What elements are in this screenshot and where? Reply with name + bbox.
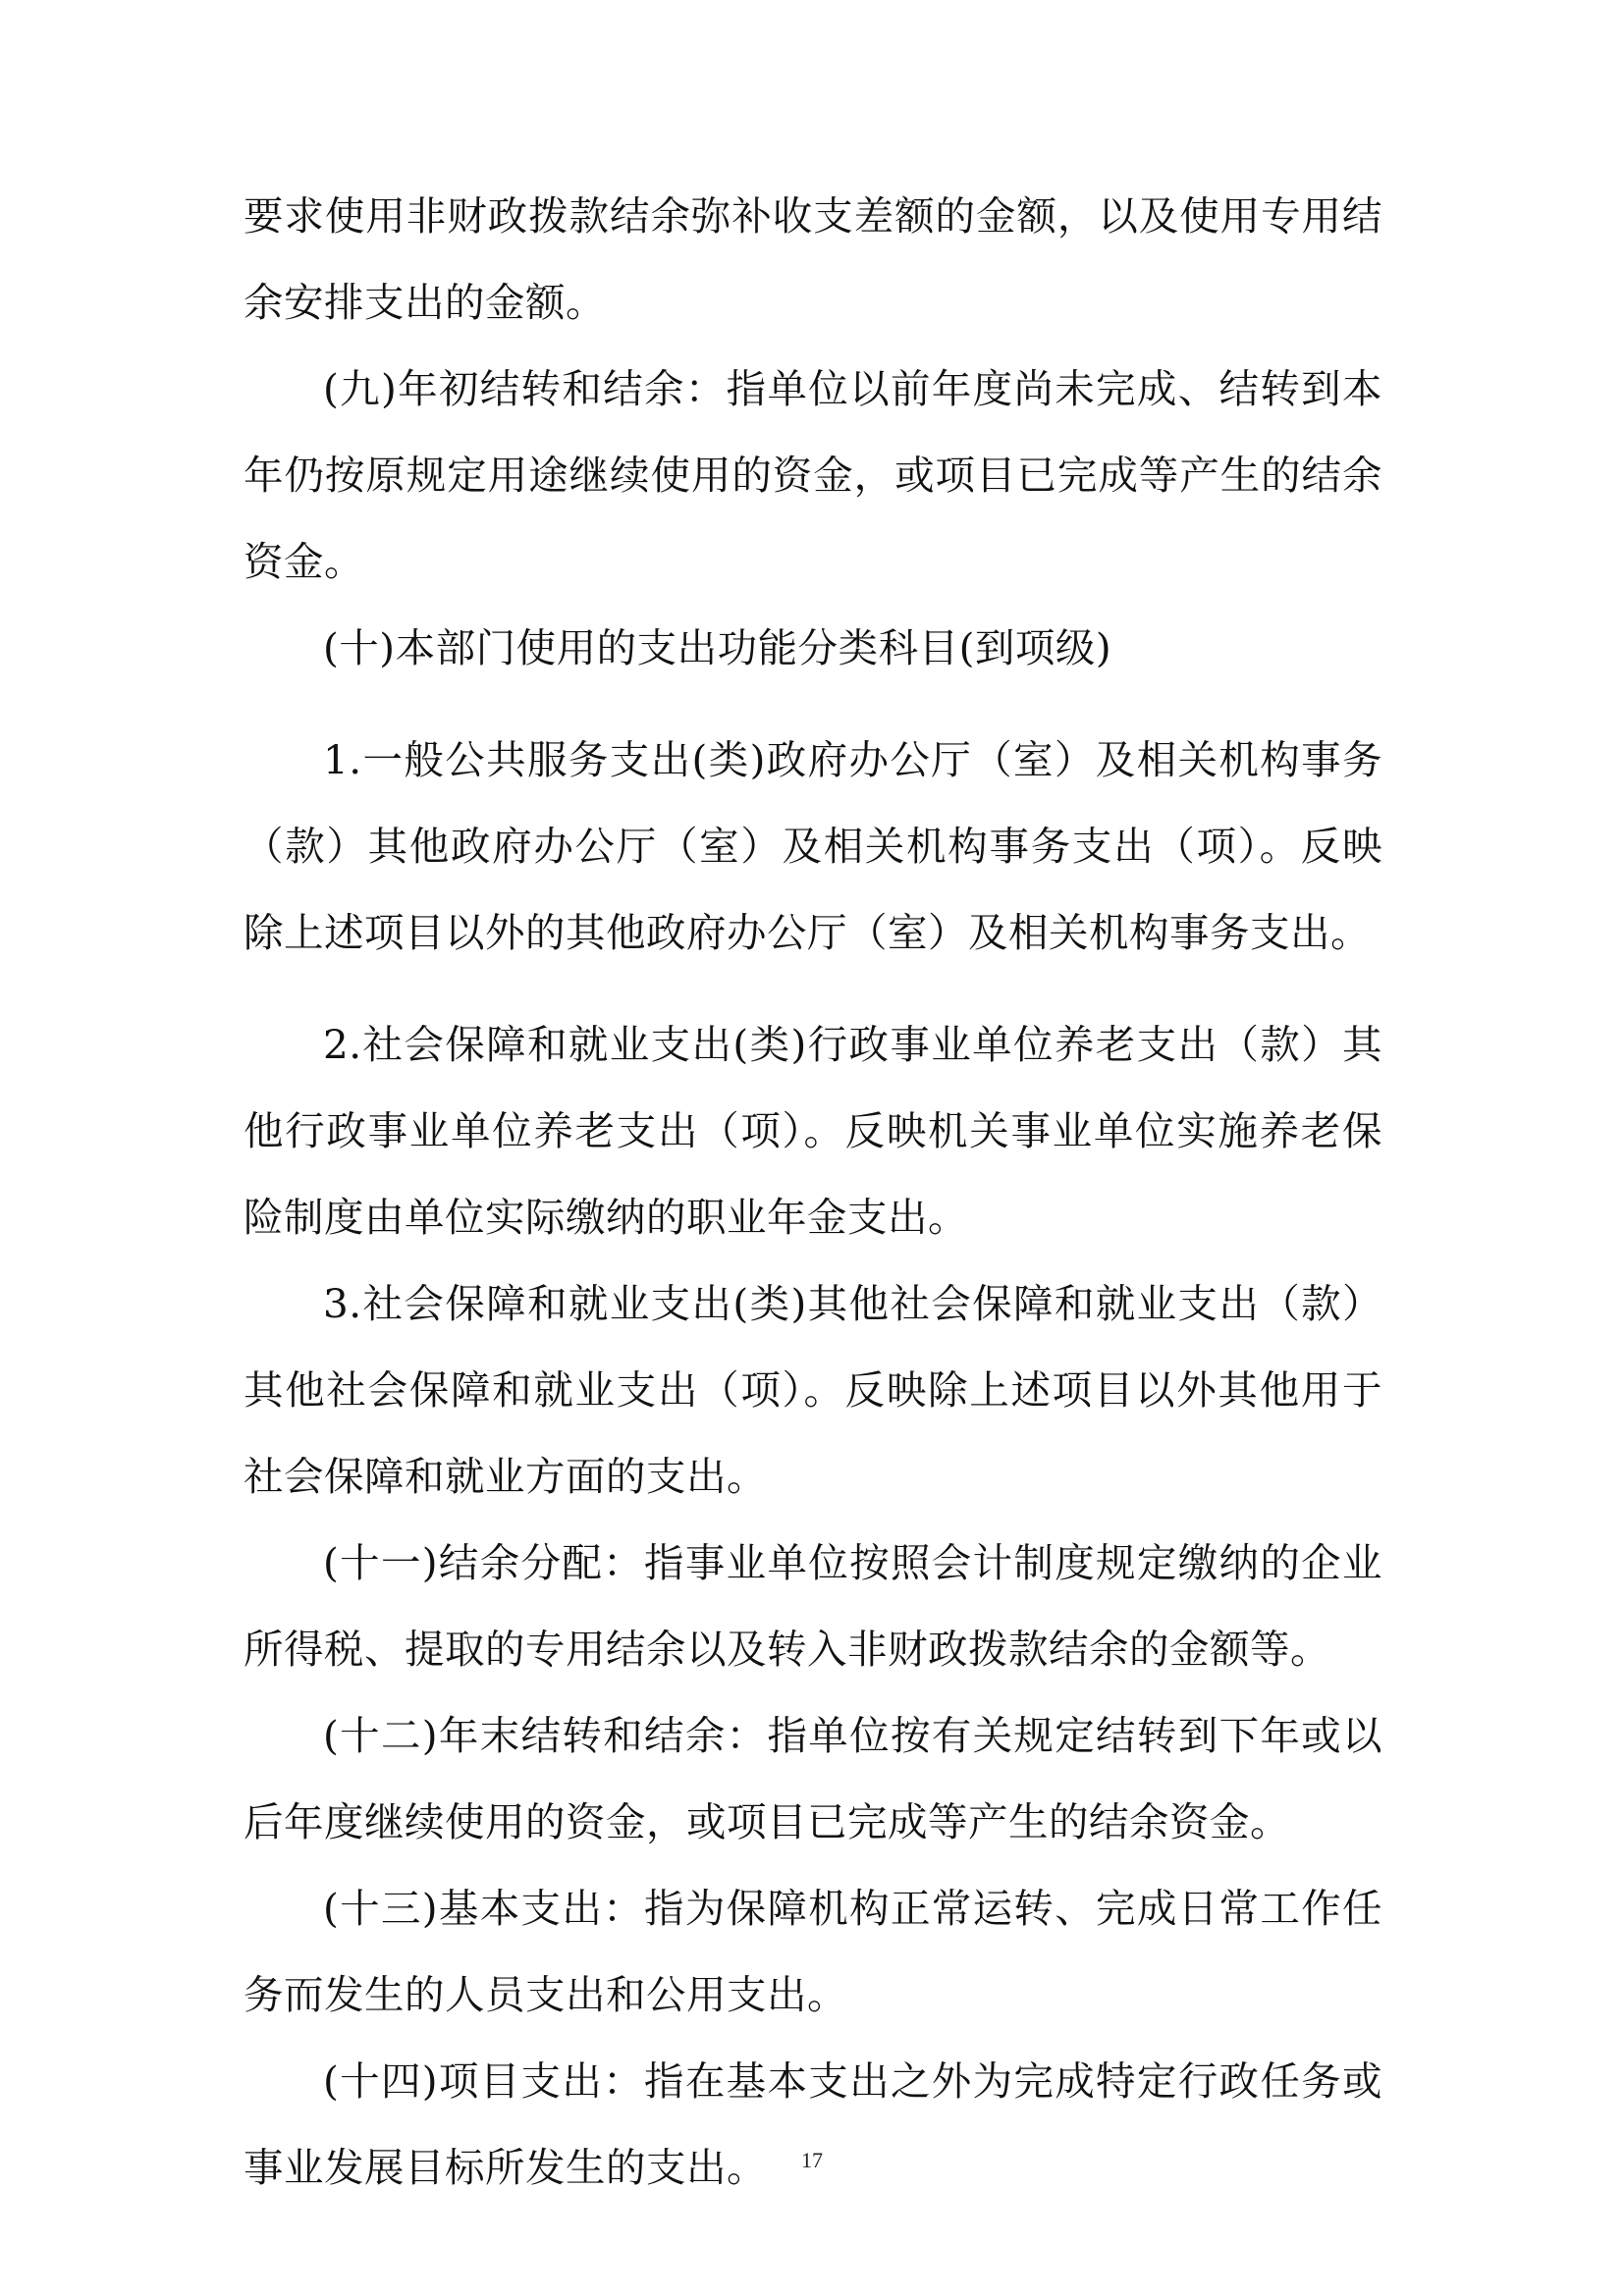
paragraph-item-2: 2.社会保障和就业支出(类)行政事业单位养老支出（款）其他行政事业单位养老支出（项）。反映机关事业单位实施养老保险制度由单位实际缴纳的职业年金支出。 — [244, 1021, 1382, 1241]
paragraph-year-end-balance: (十二)年末结转和结余：指单位按有关规定结转到下年或以后年度继续使用的资金，或项目已完成等产生的结余资金。 — [244, 1712, 1382, 1845]
paragraph-project-expenditure: (十四)项目支出：指在基本支出之外为完成特定行政任务或事业发展目标所发生的支出。 — [244, 2057, 1382, 2191]
body-text — [244, 173, 1382, 2211]
paragraph-item-1: 1.一般公共服务支出(类)政府办公厅（室）及相关机构事务（款）其他政府办公厅（室）及相关机构事务支出（项）。反映除上述项目以外的其他政府办公厅（室）及相关机构事务支出。 — [244, 736, 1382, 956]
page-number: 17 — [801, 2148, 823, 2172]
paragraph-continuation: 要求使用非财政拨款结余弥补收支差额的金额，以及使用专用结余安排支出的金额。 — [244, 192, 1382, 326]
paragraph-basic-expenditure: (十三)基本支出：指为保障机构正常运转、完成日常工作任务而发生的人员支出和公用支出。 — [244, 1885, 1382, 2018]
paragraph-item-3: 3.社会保障和就业支出(类)其他社会保障和就业支出（款）其他社会保障和就业支出（项）。反映除上述项目以外其他用于社会保障和就业方面的支出。 — [244, 1280, 1382, 1500]
paragraph-surplus-distribution: (十一)结余分配：指事业单位按照会计制度规定缴纳的企业所得税、提取的专用结余以及转入非财政拨款结余的金额等。 — [244, 1539, 1382, 1673]
paragraph-year-start-balance: (九)年初结转和结余：指单位以前年度尚未完成、结转到本年仍按原规定用途继续使用的资金，或项目已完成等产生的结余资金。 — [244, 365, 1382, 585]
paragraph-function-classification: (十)本部门使用的支出功能分类科目(到项级) — [323, 624, 1112, 671]
